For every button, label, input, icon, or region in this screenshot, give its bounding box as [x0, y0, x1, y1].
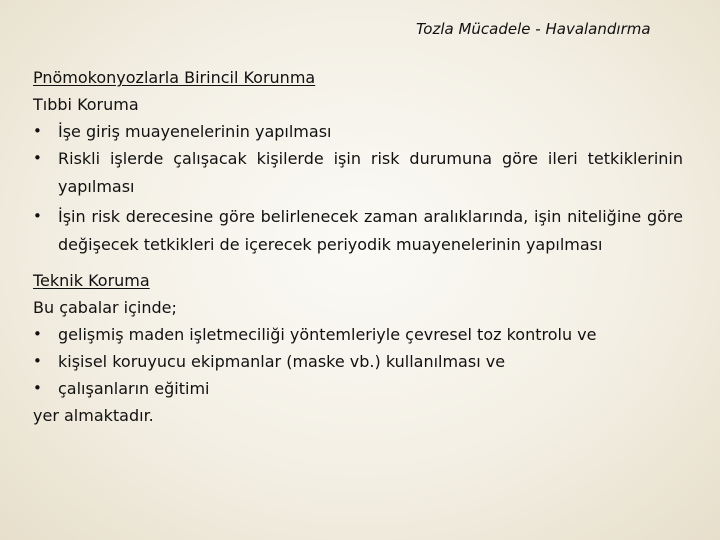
slide-content: [33, 66, 683, 431]
bullet-dot-icon: •: [33, 379, 42, 397]
bullet-dot-icon: •: [33, 149, 42, 167]
bullet-dot-icon: •: [33, 352, 42, 370]
technical-bullet-2: [33, 350, 683, 373]
technical-closing: yer almaktadır.: [33, 406, 154, 425]
technical-intro: Bu çabalar içinde;: [33, 298, 177, 317]
bullet-dot-icon: •: [33, 207, 42, 225]
bullet-dot-icon: •: [33, 325, 42, 343]
technical-heading: Teknik Koruma: [33, 271, 150, 290]
medical-bullet-1: [33, 120, 683, 143]
bullet-dot-icon: •: [33, 122, 42, 140]
medical-bullet-text: Riskli işlerde çalışacak kişilerde işin risk durumuna göre ileri tetkiklerinin yapılması: [58, 149, 683, 196]
medical-bullet-text: İşe giriş muayenelerinin yapılması: [58, 122, 332, 141]
technical-bullet-1: [33, 323, 683, 346]
medical-bullet-3: [33, 205, 683, 259]
medical-heading: Tıbbi Koruma: [33, 95, 139, 114]
medical-bullet-text: İşin risk derecesine göre belirlenecek zaman aralıklarında, işin niteliğine göre değişecek tetkikleri de içerecek periyodik muayenelerinin yapılması: [58, 207, 683, 254]
main-heading: Pnömokonyozlarla Birincil Korunma: [33, 68, 316, 87]
technical-bullet-text: gelişmiş maden işletmeciliği yöntemleriyle çevresel toz kontrolu ve: [58, 325, 597, 344]
technical-bullet-text: çalışanların eğitimi: [58, 379, 210, 398]
technical-bullet-3: [33, 377, 683, 400]
medical-bullet-2: [33, 147, 683, 201]
technical-bullet-text: kişisel koruyucu ekipmanlar (maske vb.) kullanılması ve: [58, 352, 506, 371]
slide-title: Tozla Mücadele - Havalandırma: [416, 20, 651, 38]
